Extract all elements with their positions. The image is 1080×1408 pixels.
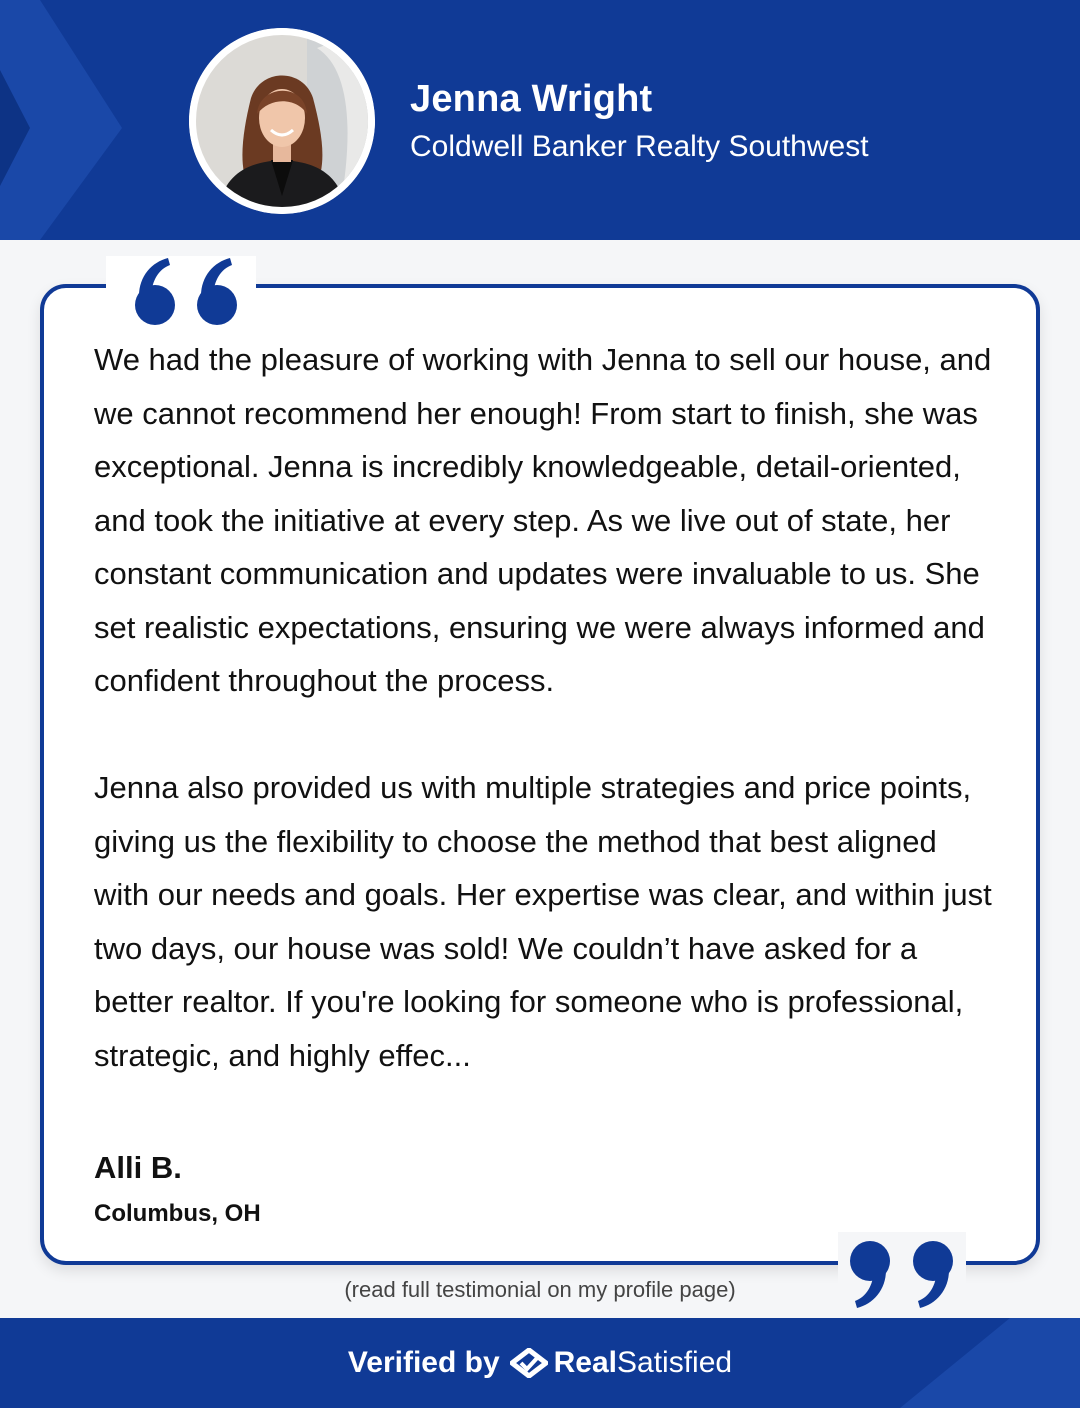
footer-banner bbox=[0, 1318, 1080, 1408]
brand-name-strong: Real bbox=[553, 1346, 618, 1379]
brand-name-rest: Satisfied bbox=[617, 1346, 733, 1379]
reviewer-name: Alli B. bbox=[94, 1150, 182, 1185]
verified-by bbox=[0, 1318, 1080, 1408]
reviewer-location: Columbus, OH bbox=[94, 1200, 261, 1227]
realsatisfied-logo-icon bbox=[510, 1348, 548, 1378]
read-full-testimonial-note: (read full testimonial on my profile page) bbox=[344, 1277, 736, 1302]
verified-label: Verified by bbox=[347, 1346, 500, 1379]
review-text bbox=[94, 333, 994, 1082]
quote-close-icon bbox=[838, 1232, 966, 1316]
review-paragraph: We had the pleasure of working with Jenna to sell our house, and we cannot recommend her enough! From start to finish, she was exceptional. Jenna is incredibly knowledgeable, detail-oriented, and took the initiative at every step. As we live out of state, her constant communication and updates were invaluable to us. She set realistic expectations, ensuring we were always informed and confident throughout the process. bbox=[94, 342, 992, 698]
quote-open-icon bbox=[106, 256, 256, 336]
agent-name: Jenna Wright bbox=[410, 78, 653, 120]
agent-avatar bbox=[189, 28, 375, 214]
agent-company: Coldwell Banker Realty Southwest bbox=[410, 130, 869, 163]
header-banner bbox=[0, 0, 1080, 240]
review-paragraph: Jenna also provided us with multiple strategies and price points, giving us the flexibility to choose the method that best aligned with our needs and goals. Her expertise was clear, and within just two days, our house was sold! We couldn’t have asked for a better realtor. If you're looking for someone who is professional, strategic, and highly effec... bbox=[94, 770, 992, 1073]
